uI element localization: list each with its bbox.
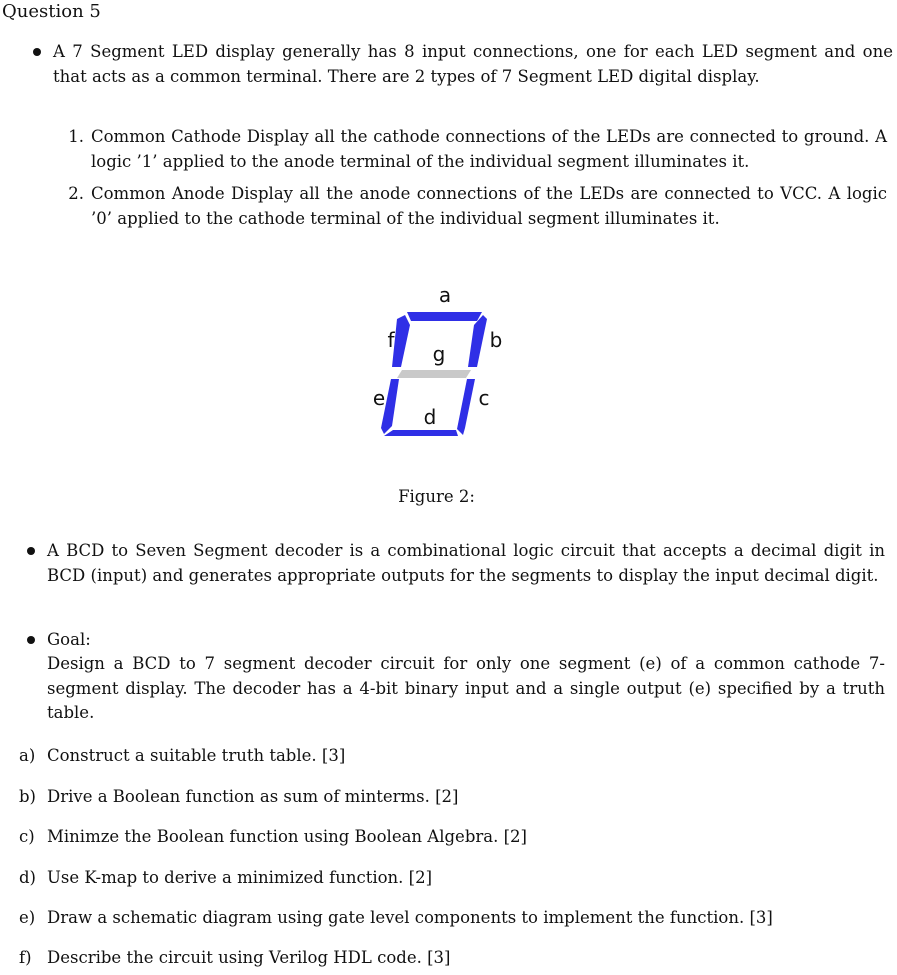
type-2-text: Common Anode Display all the anode connections of the LEDs are connected to VCC. A logic ’0’ applied to the cathode terminal of the individual segment illuminates it. — [91, 184, 887, 228]
bullet-icon — [27, 547, 35, 555]
question-label: d) — [19, 868, 36, 887]
question-label: e) — [19, 908, 36, 927]
question-text: Draw a schematic diagram using gate level components to implement the function. [3] — [47, 908, 773, 927]
goal-heading: Goal: — [47, 630, 91, 649]
bcd-paragraph: A BCD to Seven Segment decoder is a combinational logic circuit that accepts a decimal digit in BCD (input) and generates appropriate outputs for the segments to display the input decimal digit. — [47, 541, 885, 585]
question-text: Construct a suitable truth table. [3] — [47, 746, 346, 765]
question-label: a) — [19, 746, 36, 765]
type-1-number: 1. — [68, 127, 84, 146]
question-title: Question 5 — [2, 1, 101, 22]
question-label: f) — [19, 948, 32, 967]
question-text: Minimze the Boolean function using Boolean Algebra. [2] — [47, 827, 527, 846]
label-e: e — [372, 386, 386, 410]
bullet-icon — [27, 636, 35, 644]
type-2-number: 2. — [68, 184, 84, 203]
question-label: b) — [19, 787, 36, 806]
label-b: b — [489, 328, 503, 352]
segment-c — [457, 379, 475, 435]
seven-segment-figure — [360, 278, 510, 448]
segment-d — [384, 430, 458, 436]
segment-f — [392, 315, 410, 367]
figure-caption: Figure 2: — [398, 487, 475, 506]
label-d: d — [423, 405, 437, 429]
question-label: c) — [19, 827, 35, 846]
label-a: a — [438, 283, 452, 307]
goal-paragraph: Design a BCD to 7 segment decoder circuit for only one segment (e) of a common cathode 7-segment display. The decoder has a 4-bit binary input and a single output (e) specified by a truth table. — [47, 654, 885, 722]
label-f: f — [387, 328, 395, 352]
segment-a — [407, 312, 482, 321]
question-text: Describe the circuit using Verilog HDL code. [3] — [47, 948, 451, 967]
segment-b — [468, 315, 487, 367]
segment-g — [397, 370, 471, 378]
intro-paragraph: A 7 Segment LED display generally has 8 input connections, one for each LED segment and one that acts as a common terminal. There are 2 types of 7 Segment LED digital display. — [53, 42, 893, 86]
question-text: Use K-map to derive a minimized function. [2] — [47, 868, 433, 887]
question-text: Drive a Boolean function as sum of minterms. [2] — [47, 787, 459, 806]
type-1-text: Common Cathode Display all the cathode connections of the LEDs are connected to ground. A logic ’1’ applied to the anode terminal of the individual segment illuminates it. — [91, 127, 887, 171]
bullet-icon — [33, 48, 41, 56]
label-g: g — [432, 342, 446, 366]
label-c: c — [478, 386, 490, 410]
